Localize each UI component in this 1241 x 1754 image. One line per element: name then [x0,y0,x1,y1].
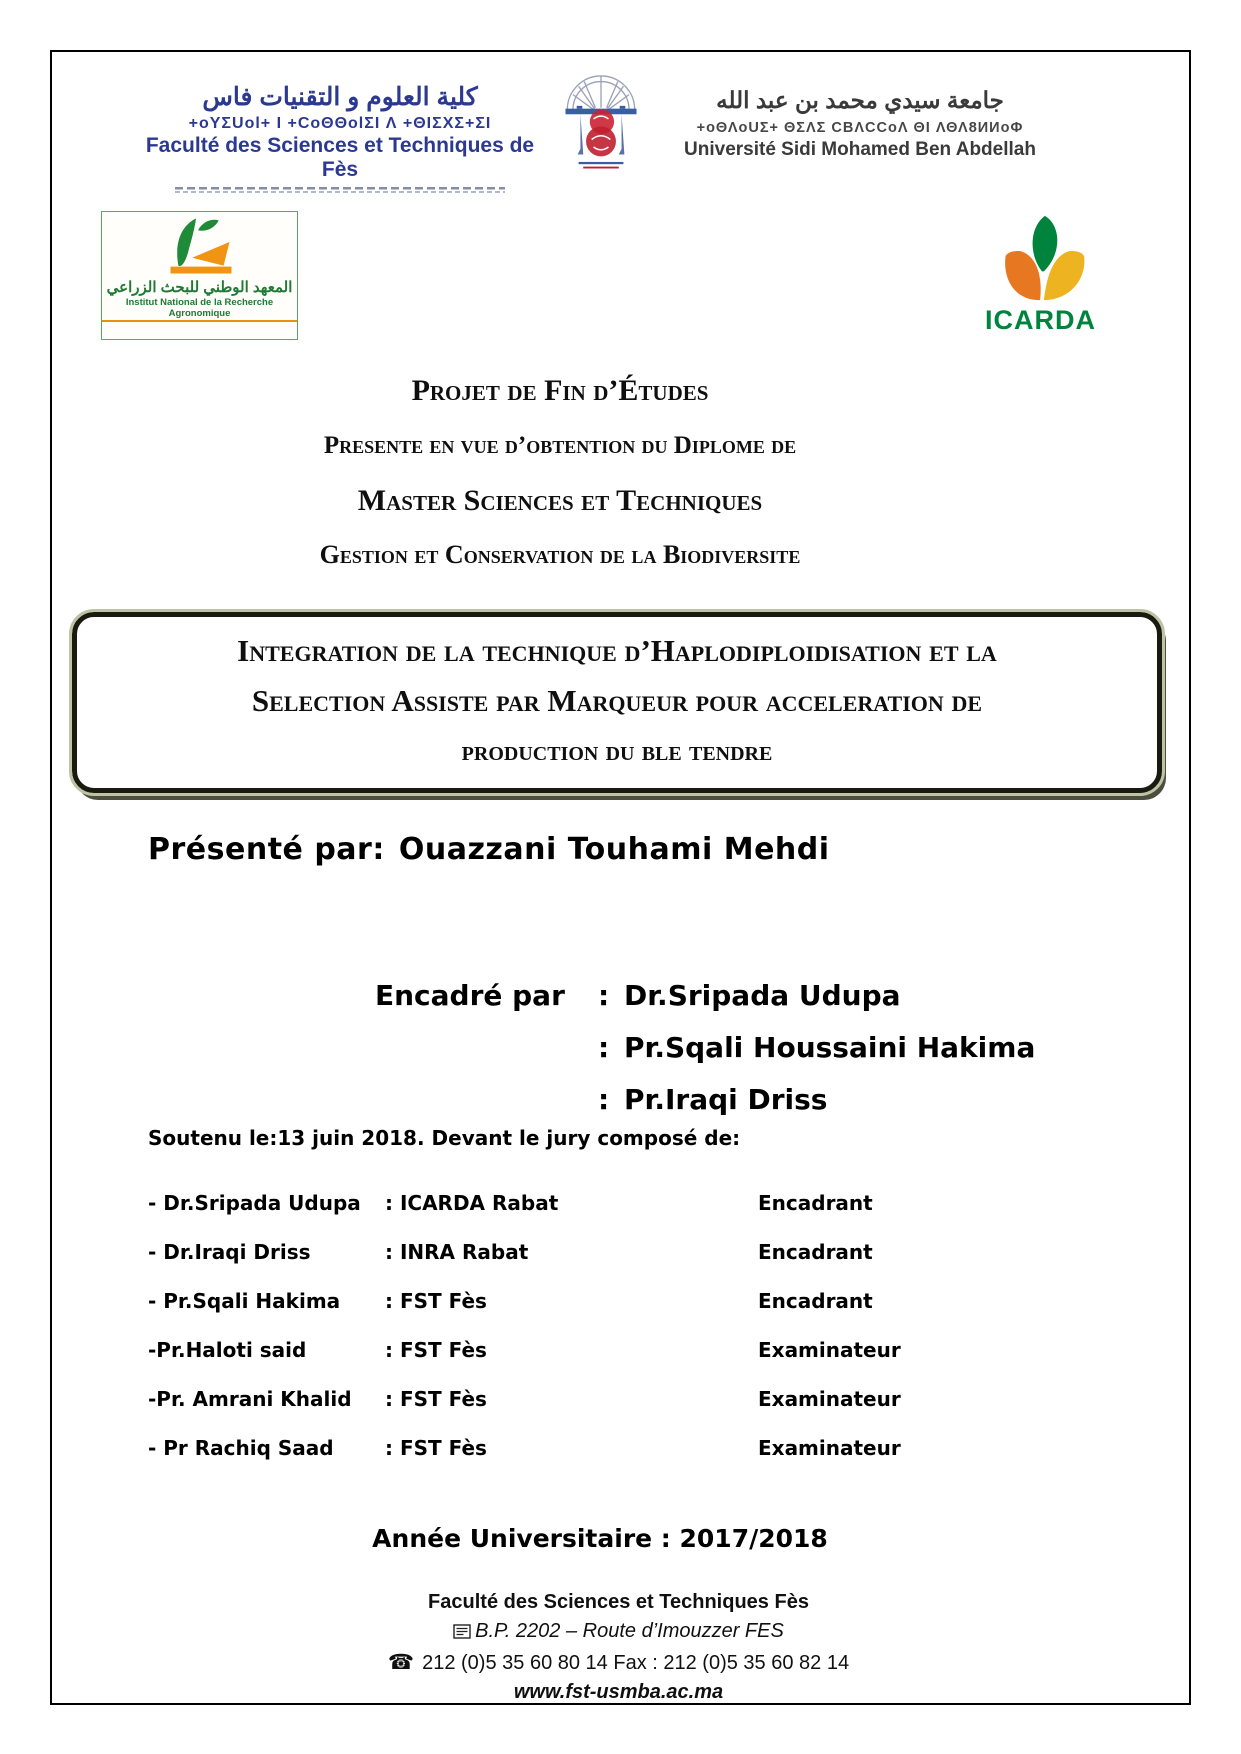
degree-heading: Master Sciences et Techniques [357,484,763,517]
faculty-name: Faculté des Sciences et Techniques de Fès [145,133,535,181]
supervisor-row [375,1074,1035,1126]
jury-member-role: Encadrant [758,1190,873,1215]
footer-phone-line [50,1648,1187,1678]
jury-row [148,1374,1108,1423]
speciality-heading: Gestion et Conservation de la Biodiversite [319,540,801,569]
inra-mark-icon [141,212,259,274]
inra-logo [101,211,298,340]
university-tifinagh-text: +oΘΛoUΣ+ ΘΣΛΣ CBΛCCoΛ ΘI ΛΘΛ8ИИoΦ [696,120,1024,137]
presented-by-label: Présenté par: [148,832,385,867]
phone-icon: ☎ [387,1651,415,1674]
supervised-by-label: Encadré par [375,979,565,1012]
colon-separator: : [598,1031,610,1064]
inra-name: Institut National de la Recherche Agronomique [102,297,297,322]
faculty-arabic-text: كلية العلوم و التقنيات فاس [202,83,478,111]
faculty-tifinagh-text: +oYΣUol+ I +CoΘΘolΣI Λ +ΘIΣXΣ+ΣI [188,114,492,132]
university-emblem-icon [558,62,644,174]
jury-member-name: - Dr.Sripada Udupa [148,1190,361,1215]
footer-institution: Faculté des Sciences et Techniques Fès [428,1591,809,1613]
headings-block [40,374,1080,570]
jury-row [148,1423,1108,1472]
jury-member-name: - Dr.Iraqi Driss [148,1239,311,1264]
university-block [668,88,1052,161]
jury-member-role: Encadrant [758,1288,873,1313]
thesis-title-line1: Integration de la technique d’Haplodiploidisation et la [237,633,997,668]
jury-list [148,1178,1108,1472]
jury-member-affiliation: : FST Fès [385,1337,487,1362]
jury-member-affiliation: : FST Fès [385,1288,487,1313]
jury-member-affiliation: : FST Fès [385,1386,487,1411]
jury-member-name: - Pr Rachiq Saad [148,1435,334,1460]
jury-member-role: Examinateur [758,1435,901,1460]
jury-member-affiliation: : FST Fès [385,1435,487,1460]
supervisor-name: Pr.Sqali Houssaini Hakima [624,1031,1036,1064]
defense-date-line: Soutenu le:13 juin 2018. Devant le jury composé de: [148,1126,741,1150]
footer-address: B.P. 2202 – Route d’Imouzzer FES [475,1620,784,1642]
colon-separator: : [598,1083,610,1116]
supervisor-name: Dr.Sripada Udupa [624,979,901,1012]
footer-phone: 212 (0)5 35 60 80 14 Fax : 212 (0)5 35 60 82 14 [422,1652,850,1674]
faculty-block [128,84,552,194]
university-arabic-text: جامعة سيدي محمد بن عبد الله [716,87,1004,113]
decorative-dashes [175,187,505,194]
inra-arabic-text: المعهد الوطني للبحث الزراعي [106,279,293,296]
jury-member-name: -Pr.Haloti said [148,1337,307,1362]
jury-member-name: - Pr.Sqali Hakima [148,1288,341,1313]
jury-member-affiliation: : ICARDA Rabat [385,1190,559,1215]
jury-member-role: Examinateur [758,1337,901,1362]
university-name: Université Sidi Mohamed Ben Abdellah [684,139,1036,161]
jury-member-role: Encadrant [758,1239,873,1264]
jury-member-role: Examinateur [758,1386,901,1411]
footer-contact-block [50,1588,1187,1707]
presented-by-line [148,832,830,867]
project-heading: Projet de Fin d’Études [411,374,709,407]
jury-member-affiliation: : INRA Rabat [385,1239,529,1264]
supervisor-row [375,1022,1035,1074]
jury-row [148,1325,1108,1374]
icarda-label: ICARDA [985,305,1096,335]
jury-row [148,1178,1108,1227]
colon-separator: : [598,979,610,1012]
footer-address-line [50,1617,1187,1648]
author-name: Ouazzani Touhami Mehdi [398,832,830,867]
jury-row [148,1276,1108,1325]
supervisors-block [375,970,1035,1126]
jury-member-name: -Pr. Amrani Khalid [148,1386,352,1411]
presented-for-heading: Presente en vue d’obtention du Diplome de [323,432,797,459]
academic-year-line: Année Universitaire : 2017/2018 [372,1524,828,1553]
thesis-title-line2: Selection Assiste par Marqueur pour acceleration de [251,683,983,718]
thesis-title-line3: production du ble tendre [461,735,773,767]
icarda-flower-icon [993,212,1089,303]
mail-icon [453,1619,471,1648]
icarda-logo [958,212,1123,336]
thesis-title-box [72,612,1162,793]
supervisor-row [375,970,1035,1022]
supervisor-name: Pr.Iraqi Driss [624,1083,828,1116]
footer-website: www.fst-usmba.ac.ma [513,1681,724,1703]
jury-row [148,1227,1108,1276]
